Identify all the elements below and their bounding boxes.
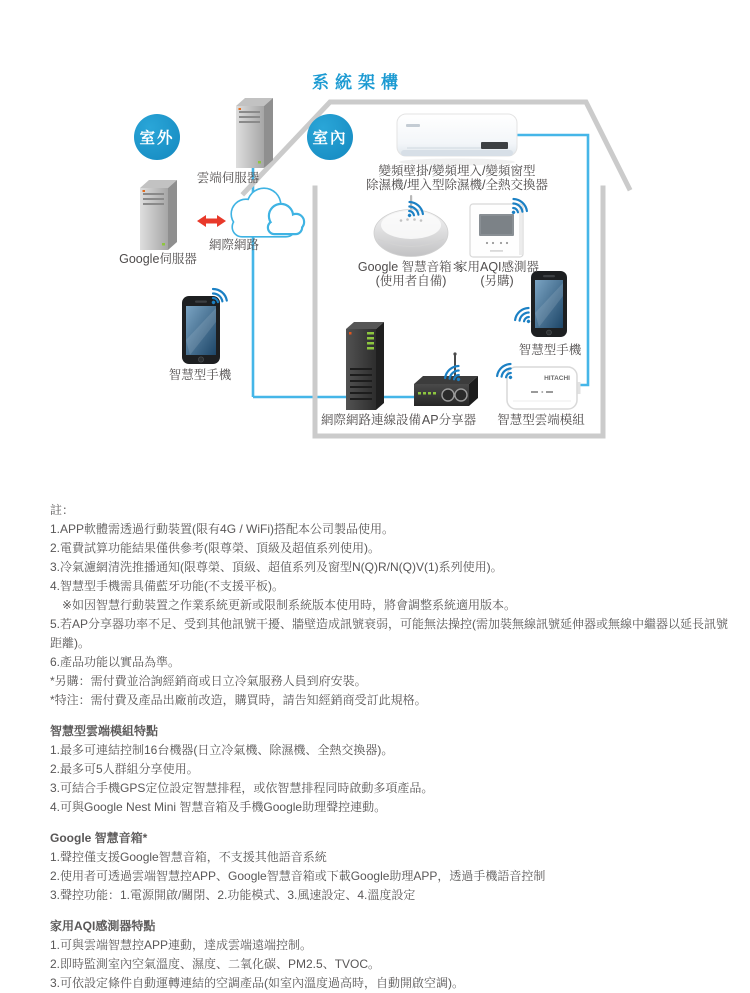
google-server-icon	[140, 180, 177, 250]
page-title: 系統架構	[312, 73, 404, 92]
label-internet: 網際網路	[208, 238, 260, 252]
label-cloud-module: 智慧型雲端模組	[497, 413, 585, 427]
notes-block	[50, 501, 734, 993]
outdoor-smartphone-icon	[182, 296, 220, 364]
note-item: 4.智慧型手機需具備藍牙功能(不支援平板)。	[50, 579, 285, 593]
section-item: 2.最多可5人群組分享使用。	[50, 762, 199, 776]
section-item: 3.可依設定條件自動運轉連結的空調產品(如室內溫度過高時，自動開啟空調)。	[50, 976, 465, 990]
outdoor-badge: 室外	[134, 114, 180, 160]
section-item: 1.可與雲端智慧控APP連動，達成雲端遠端控制。	[50, 938, 313, 952]
section-item: 3.可結合手機GPS定位設定智慧排程，或依智慧排程同時啟動多項產品。	[50, 781, 434, 795]
note-item: 5.若AP分享器功率不足、受到其他訊號干擾、牆壁造成訊號衰弱，可能無法操控(需加裝無線訊號延伸器或無線中繼器以延長訊號距離)。	[50, 617, 729, 650]
note-item: 6.產品功能以實品為準。	[50, 655, 181, 669]
label-aqi: 家用AQI感測器	[454, 260, 540, 274]
cloud-icon	[232, 189, 304, 236]
section-heading: 智慧型雲端模組特點	[50, 724, 159, 738]
section-heading: Google 智慧音箱*	[50, 831, 148, 845]
label-modem: 網際網路連線設備	[320, 413, 422, 427]
label-speaker: Google 智慧音箱＊	[357, 260, 465, 274]
section-item: 3.聲控功能：1.電源開啟/關閉、2.功能模式、3.風速設定、4.溫度設定	[50, 888, 416, 902]
label-google-server: Google伺服器	[119, 252, 197, 266]
section-cloud-module-features	[50, 722, 734, 817]
section-item: 1.最多可連結控制16台機器(日立冷氣機、除濕機、全熱交換器)。	[50, 743, 394, 757]
note-item: ※如因智慧行動裝置之作業系統更新或限制系統版本使用時，將會調整系統適用版本。	[62, 598, 517, 612]
cloud-server-icon	[236, 98, 273, 168]
note-item: 2.電費試算功能結果僅供參考(限尊榮、頂級及超值系列使用)。	[50, 541, 381, 555]
double-arrow-icon	[197, 215, 226, 227]
label-ac-types-line1: 變頻壁掛/變頻埋入/變頻窗型	[378, 164, 536, 178]
system-architecture-diagram	[0, 0, 750, 470]
note-item: 1.APP軟體需透過行動裝置(限有4G / WiFi)搭配本公司製品使用。	[50, 522, 395, 536]
modem-tower-icon	[346, 322, 384, 410]
cloud-module-icon	[507, 367, 581, 409]
section-item: 2.使用者可透過雲端智慧控APP、Google智慧音箱或下載Google助理APP，透過手機語音控制	[50, 869, 546, 883]
indoor-smartphone-icon	[531, 271, 567, 337]
label-speaker-sub: (使用者自備)	[375, 274, 447, 288]
label-cloud-server: 雲端伺服器	[196, 171, 260, 185]
section-item: 2.即時監測室內空氣溫度、濕度、二氧化碳、PM2.5、TVOC。	[50, 957, 381, 971]
note-item: *另購：需付費並洽詢經銷商或日立冷氣服務人員到府安裝。	[50, 674, 367, 688]
indoor-badge: 室內	[307, 114, 353, 160]
section-aqi-features	[50, 917, 734, 993]
ap-router-icon	[414, 352, 478, 406]
smart-speaker-icon	[374, 195, 448, 257]
note-item: 3.冷氣濾網清洗推播通知(限尊榮、頂級、超值系列及窗型N(Q)R/N(Q)V(1)系列使用)。	[50, 560, 503, 574]
hitachi-logo: HITACHI	[544, 375, 570, 382]
note-item: *特注：需付費及產品出廠前改造，購買時，請告知經銷商受訂此規格。	[50, 693, 427, 707]
section-item: 1.聲控僅支援Google智慧音箱，不支援其他語音系統	[50, 850, 327, 864]
label-indoor-phone: 智慧型手機	[518, 343, 582, 357]
label-outdoor-phone: 智慧型手機	[168, 368, 232, 382]
section-heading: 家用AQI感測器特點	[50, 919, 156, 933]
label-ap-router: AP分享器	[421, 413, 477, 427]
diagram-canvas	[0, 0, 750, 470]
label-ac-types-line2: 除濕機/埋入型除濕機/全熱交換器	[366, 178, 548, 192]
label-aqi-sub: (另購)	[480, 274, 514, 288]
notes-title: 註：	[50, 503, 75, 517]
section-google-speaker	[50, 829, 734, 905]
section-item: 4.可與Google Nest Mini 智慧音箱及手機Google助理聲控連動。	[50, 800, 387, 814]
air-conditioner-icon	[397, 114, 517, 166]
